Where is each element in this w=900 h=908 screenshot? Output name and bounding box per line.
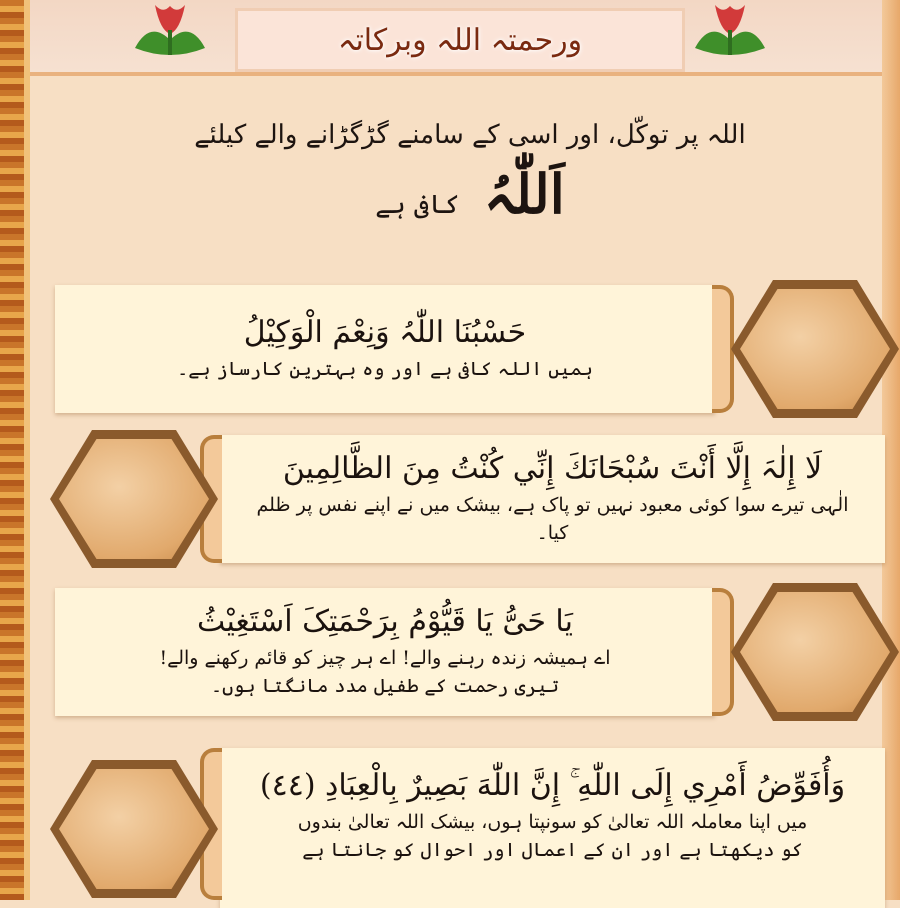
translation-line: ہمیں اللہ کافی ہے اور وہ بہترین کارساز ہے۔ bbox=[177, 357, 593, 380]
arabic-verse: حَسْبُنَا اللّٰہُ وَنِعْمَ الْوَکِیْلُ bbox=[243, 314, 527, 350]
dua-card-3 bbox=[55, 588, 715, 716]
arabic-verse: وَأُفَوِّضُ أَمْرِي إِلَى اللّٰهِ ۚ إِنَّ اللّٰهَ بَصِيرٌ بِالْعِبَادِ (٤٤) bbox=[259, 768, 846, 803]
card-bracket bbox=[712, 588, 734, 716]
urdu-translation bbox=[75, 356, 695, 384]
intro-text bbox=[120, 110, 820, 260]
translation-line: اے ہمیشہ زندہ رہنے والے! اے ہر چیز کو قائم رکھنے والے! bbox=[159, 646, 611, 669]
dua-card-4 bbox=[220, 748, 885, 908]
tulip-flower-icon bbox=[685, 0, 775, 60]
translation-line: الٰہی تیرے سوا کوئی معبود نہیں تو پاک ہے، بیشک میں نے اپنے نفس پر ظلم کیا۔ bbox=[256, 493, 849, 544]
header-title: ورحمتہ اللہ وبرکاتہ bbox=[337, 22, 583, 58]
arabic-verse: یَا حَیُّ یَا قَیُّوْمُ بِرَحْمَتِکَ اَسْتَغِیْثُ bbox=[197, 603, 573, 639]
dua-card-1 bbox=[55, 285, 715, 413]
intro-line: اللہ پر توکّل، اور اسی کے سامنے گڑگڑانے والے کیلئے bbox=[194, 120, 746, 150]
intro-line-2 bbox=[120, 162, 820, 226]
allah-calligraphy: اَللّٰہُ bbox=[483, 162, 565, 226]
arabic-verse: لَا إِلٰہَ إِلَّا أَنْتَ سُبْحَانَكَ إِنِّي كُنْتُ مِنَ الظَّالِمِينَ bbox=[282, 450, 823, 486]
card-bracket bbox=[712, 285, 734, 413]
translation-line: میں اپنا معاملہ اللہ تعالیٰ کو سونپتا ہوں، بیشک اللہ تعالیٰ بندوں bbox=[297, 811, 808, 833]
urdu-translation bbox=[240, 809, 865, 864]
left-border-ornament bbox=[0, 0, 30, 900]
urdu-translation bbox=[240, 492, 865, 547]
translation-line: کو دیکھتا ہے اور ان کے اعمال اور احوال کو جانتا ہے bbox=[302, 838, 803, 861]
kafi-text: کافی ہے bbox=[375, 190, 460, 220]
translation-line: تیری رحمت کے طفیل مدد مانگتا ہوں۔ bbox=[211, 674, 559, 697]
header-banner bbox=[235, 8, 685, 72]
dua-card-2 bbox=[220, 435, 885, 563]
urdu-translation bbox=[75, 645, 695, 700]
tulip-flower-icon bbox=[125, 0, 215, 60]
